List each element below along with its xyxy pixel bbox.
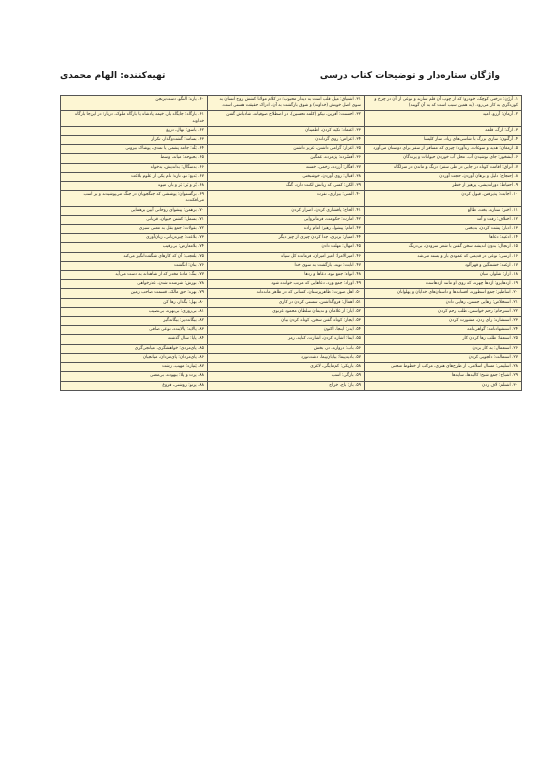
table-row <box>61 363 522 372</box>
table-cell <box>365 298 522 307</box>
glossary-entry: ۲۳. استشاره: رای زدن، مشورت کردن <box>449 318 518 324</box>
glossary-entry: ۲۰. اساطیر: جمع اسطوره، افسانه‌ها و داستان‌های خدایان و پهلوانان <box>396 290 518 296</box>
table-cell <box>208 271 365 280</box>
glossary-entry: ۵۶. باب: دروازه، در، بخش <box>313 345 361 351</box>
table-row <box>61 372 522 381</box>
table-cell <box>365 344 522 353</box>
glossary-entry: ۵۰. اهل صورت: ظاهرپرستان، کسانی که در ظاهر مانده‌اند <box>256 290 361 296</box>
glossary-entry: ۶۵. بحبوحه: میانه، وسط <box>160 155 204 161</box>
table-cell <box>208 182 365 191</box>
table-cell <box>208 154 365 163</box>
glossary-entry: ۶۴. بَلَه: جامه پشمی یا نمدی، پوشاک بیرونی <box>125 146 204 152</box>
glossary-entry: ۴۶. امیرالامرا: امیر امیران، فرمانده کل سپاه <box>281 253 361 259</box>
table-row <box>61 163 522 172</box>
page-header <box>60 68 500 84</box>
table-row <box>61 225 522 234</box>
table-row <box>61 215 522 224</box>
glossary-entry: ۶۲. باسق: نهال، دریغ <box>166 127 204 133</box>
glossary-entry: ۱۶. ارسی: نوعی در قدیمی که عمودی باز و بسته می‌شد <box>417 253 518 259</box>
glossary-entry: ۷۰. برهمن: پیشوای روحانی آیین برهمایی <box>130 207 204 213</box>
table-cell <box>61 344 208 353</box>
table-cell <box>365 163 522 172</box>
table-cell <box>365 191 522 206</box>
table-row <box>61 243 522 252</box>
table-row <box>61 182 522 191</box>
table-cell <box>365 243 522 252</box>
glossary-entry: ۸۶. پای‌مردان: پای‌مردان، میانجیان <box>142 354 204 360</box>
glossary-table-body <box>61 96 522 391</box>
table-cell <box>208 163 365 172</box>
table-row <box>61 172 522 181</box>
glossary-entry: ۷۴. بلامعارض: بی‌رقیب <box>162 244 204 250</box>
table-cell <box>208 191 365 206</box>
table-row <box>61 136 522 145</box>
glossary-entry: ۱۹. ازدهایرو: اژدها چهره، که روی او مانند اژدهاست <box>425 281 518 287</box>
table-cell <box>61 372 208 381</box>
table-cell <box>208 261 365 270</box>
glossary-entry: ۳. ارگ: ارگ، قلعه <box>485 127 518 133</box>
table-cell <box>365 317 522 326</box>
glossary-entry: ۵۹. بارگی: اسب <box>331 373 361 379</box>
table-cell <box>208 234 365 243</box>
table-cell <box>61 111 208 126</box>
glossary-entry: ۷. اُتراق: اقامت کوتاه در جایی در طی سفر؛ درنگ و ماندن در منزلگاه <box>393 164 518 170</box>
glossary-entry: ۱۰. اجابت: پذیرفتن، قبول کردن <box>461 192 518 198</box>
glossary-entry: ۸. اِحتجاج: دلیل و برهان آوردن، حجت آوردن <box>439 173 518 179</box>
table-cell <box>208 252 365 261</box>
glossary-entry: ۶۶. بدسگال: بداندیش، بدخواه <box>150 164 204 170</box>
glossary-entry: ۳۱. اشتیاق: میل قلب است به دیدار محبوب؛ در کلام مولانا کشش روح انسان به سوی اصل خویش (خداوند) و شوق بازگشت به آن، ادراک حقیقت هستی است. <box>219 97 361 109</box>
table-cell <box>61 126 208 135</box>
glossary-entry: ۳۰. اشتلم: لاف زدن <box>482 382 518 388</box>
glossary-entry: ۸۱. بی‌روزی: بی‌بهره، بی‌نصیب <box>148 308 204 314</box>
table-cell <box>61 326 208 335</box>
table-cell <box>61 252 208 261</box>
glossary-entry: ۳۹. الکن: کسی که زبانش لکنت دارد، گنگ <box>285 183 361 189</box>
glossary-entry: ۷۲. بقولات: جمع بقل به معنی سبزی <box>138 226 204 232</box>
table-cell <box>61 261 208 270</box>
glossary-entry: ۴۵. امهال: مهلت دادن <box>321 244 361 250</box>
table-cell <box>61 154 208 163</box>
table-cell <box>208 145 365 154</box>
table-cell <box>61 271 208 280</box>
table-cell <box>365 381 522 390</box>
table-row <box>61 126 522 135</box>
table-cell <box>61 234 208 243</box>
glossary-entry: ۵۳. ایجاز: کوتاه گفتن سخن، کوتاه کردن بیان <box>281 318 361 324</box>
table-cell <box>208 289 365 298</box>
table-row <box>61 96 522 111</box>
table-cell <box>61 96 208 111</box>
table-cell <box>208 298 365 307</box>
table-cell <box>365 353 522 362</box>
table-cell <box>61 381 208 390</box>
table-cell <box>208 344 365 353</box>
table-cell <box>61 163 208 172</box>
table-cell <box>365 271 522 280</box>
glossary-entry: ۱۲. اختلاف: رفت و آمد <box>476 216 518 222</box>
table-cell <box>365 307 522 316</box>
table-cell <box>365 289 522 298</box>
table-cell <box>208 372 365 381</box>
glossary-entry: ۴. اَرگَنون: سازی بزرگ با شاسی‌های زیاد، ساز کلیسا <box>423 137 518 143</box>
table-cell <box>61 225 208 234</box>
glossary-entry: ۵. ارمغان: هدیه و سوغات، ره‌آورد؛ چیزی که مسافر از سفر برای دوستان می‌آورد <box>373 146 518 152</box>
glossary-entry: ۵۷. بادیه‌پیما: بیابان‌پیما، دشت‌نورد <box>300 354 361 360</box>
glossary-entry: ۸۸. پرت و پلا: بیهوده، بی‌معنی <box>150 373 204 379</box>
table-cell <box>365 252 522 261</box>
glossary-entry: ۴۹. اوراد: جمع ورد، دعاهایی که مرتب خوانده شود <box>271 281 361 287</box>
glossary-entry: ۳۶. اُفسُرده: پژمرده، غمگین <box>310 155 361 161</box>
glossary-entry: ۸۳. پالایه: پالاینده، نوعی صافی <box>149 327 204 333</box>
glossary-entry: ۶۰. یاره: النگو، دست‌برنجن <box>155 97 204 102</box>
table-cell <box>365 111 522 126</box>
table-cell <box>208 363 365 372</box>
table-cell <box>208 280 365 289</box>
table-cell <box>365 215 522 224</box>
glossary-entry: ۵۹. باژ: باج، خراج <box>329 382 361 388</box>
table-cell <box>61 243 208 252</box>
table-cell <box>208 111 365 126</box>
table-row <box>61 344 522 353</box>
table-cell <box>61 317 208 326</box>
glossary-entry: ۲۷. استمالت: دلجویی کردن <box>468 354 518 360</box>
glossary-entry: ۵۱. اهمال: فروگذاشتن، سستی کردن در کاری <box>278 299 361 305</box>
table-cell <box>365 154 522 163</box>
table-cell <box>208 243 365 252</box>
table-cell <box>365 182 522 191</box>
table-row <box>61 298 522 307</box>
glossary-entry: ۲۱. استخلاص: رهایی جستن، رهایی دادن <box>445 299 518 305</box>
glossary-entry: ۳۷. افگار: آزرده، زخمی، خسته <box>305 164 361 170</box>
glossary-entry: ۱۸. ازار: شلوار، تنبان <box>479 272 518 278</box>
glossary-entry: ۱. اَرژَن: درختی کوچک، خودرو؛ که از چوب آن قلم سازند و نوعی از آن در چرخ و کوزه‌گری به کار می‌رود. (به همین سبب است که به آن گویند) <box>374 97 518 109</box>
glossary-entry: ۵۸. باریکی: کم‌مایگی، لاغری <box>310 364 361 370</box>
table-row <box>61 145 522 154</box>
table-cell <box>365 335 522 344</box>
glossary-entry: ۲۸. اسلیمی: مسال اسلامی، از طرح‌های هنری، مرکب از خطوط منحنی <box>390 364 518 370</box>
table-cell <box>365 234 522 243</box>
table-cell <box>365 280 522 289</box>
glossary-entry: ۵۴. ایدر: اینجا، اکنون <box>323 327 361 333</box>
glossary-entry: ۶۸. بُر و بَر: بَر و بار، میوه <box>158 183 204 189</box>
table-row <box>61 289 522 298</box>
glossary-entry: ۱۷. ارغند: خشمگین و قهرآلود <box>464 262 518 268</box>
table-cell <box>61 136 208 145</box>
table-row <box>61 326 522 335</box>
glossary-entry: ۶۱. بارگاه: جایگاه بار، خیمه پادشاه یا بارگاه ملوک، دربار؛ در این‌جا بارگاه خداوند <box>75 112 204 124</box>
table-row <box>61 353 522 362</box>
table-cell <box>61 145 208 154</box>
table-row <box>61 317 522 326</box>
table-cell <box>61 172 208 181</box>
table-cell <box>365 372 522 381</box>
glossary-entry: ۲. اَزمان: آرزو، امید <box>482 112 518 118</box>
table-cell <box>208 96 365 111</box>
glossary-entry: ۲۴. استشهادنامه: گواهی‌نامه <box>467 327 518 333</box>
document-author: تهیه‌کننده: الهام محمدی <box>60 71 166 81</box>
glossary-entry: ۸۴. پایا: سال گذشته <box>167 336 204 342</box>
glossary-entry: ۷۱. بسمل: کشتن حیوان، قربانی <box>146 216 204 222</box>
table-cell <box>61 335 208 344</box>
table-cell <box>365 96 522 111</box>
glossary-entry: ۳۴. اعراض: روی گرداندن <box>315 137 361 143</box>
glossary-entry: ۳۳. اعتماد: تکیه کردن، اطمینان <box>305 127 361 133</box>
glossary-entry: ۷۳. بلاعت: چیره‌زبانی، زبان‌آوری <box>146 235 204 241</box>
table-cell <box>61 298 208 307</box>
glossary-entry: ۶. آبشخور: جای نوشیدن آب، محل آب خوردن حیوانات و پرندگان <box>403 155 518 161</box>
table-row <box>61 191 522 206</box>
glossary-entry: ۶۷. بَدیع: نو، تازه؛ نام یکی از علوم بلاغت <box>131 173 204 179</box>
table-cell <box>208 353 365 362</box>
glossary-entry: ۵۵. ایما: اشاره کردن، اشارت، کنایه، رمز <box>287 336 361 342</box>
table-cell <box>208 326 365 335</box>
glossary-entry: ۷۸. بوزش: شرمنده شدن، عذرخواهی <box>137 281 204 287</box>
table-cell <box>61 289 208 298</box>
table-cell <box>208 335 365 344</box>
table-cell <box>61 363 208 372</box>
table-cell <box>365 326 522 335</box>
glossary-entry: ۱۴. ادعیه: دعاها <box>489 235 518 241</box>
glossary-entry: ۳۵. اعزاز: گرامی داشتن، عزیز داشتن <box>293 146 361 152</box>
table-cell <box>365 172 522 181</box>
glossary-entry: ۴۸. انواء: جمع نوء، دعاها و ردها <box>304 272 361 278</box>
table-row <box>61 280 522 289</box>
table-cell <box>61 353 208 362</box>
glossary-entry: ۴۳. امام: پیشوا، رهبر؛ امام زاده <box>303 226 361 232</box>
table-cell <box>61 182 208 191</box>
glossary-entry: ۴۴. امتیاز: برتری، جدا کردن چیزی از چیز دیگر <box>278 235 361 241</box>
table-cell <box>365 136 522 145</box>
glossary-entry: ۱۳. ادبار: پشت کردن، بدبختی <box>464 226 518 232</box>
glossary-entry: ۷۷. بنگ: مادهٔ مخدر که از شاهدانه به دست می‌آید <box>115 272 204 278</box>
table-row <box>61 261 522 270</box>
table-cell <box>365 261 522 270</box>
table-cell <box>61 280 208 289</box>
glossary-entry: ۱۵. ارتجال: بدون اندیشه سخن گفتن با شعر سرودن، بی‌درنگ <box>408 244 518 250</box>
table-cell <box>208 215 365 224</box>
glossary-entry: ۸۷. پَتیاره: مهیب، زشت <box>161 364 204 370</box>
table-row <box>61 154 522 163</box>
table-row <box>61 234 522 243</box>
glossary-entry: ۸۸. پرتو: روشنی، فروغ <box>162 382 204 388</box>
table-cell <box>208 126 365 135</box>
glossary-entry: ۳۲. احسنت: آفرین، نیکو (کلمه تحسین)، در اصطلاح صوفیانه، شادباش گفتن <box>226 112 361 118</box>
glossary-entry: ۵۲. ایاز: از غلامان و ندیمان سلطان محمود غزنوی <box>272 308 361 314</box>
table-cell <box>208 136 365 145</box>
table-row <box>61 252 522 261</box>
table-row <box>61 271 522 280</box>
table-row <box>61 381 522 390</box>
table-cell <box>61 215 208 224</box>
table-cell <box>208 206 365 215</box>
table-cell <box>365 145 522 154</box>
table-cell <box>208 225 365 234</box>
glossary-table <box>60 95 522 391</box>
glossary-entry: ۸۵. پای‌مردی: خواهشگری، میانجی‌گری <box>134 345 204 351</box>
glossary-entry: ۴۷. انابت: توبه، بازگشت به سوی خدا <box>294 262 361 268</box>
glossary-entry: ۳۸. اقبال: روی آوردن، خوشبختی <box>302 173 361 179</box>
table-cell <box>208 172 365 181</box>
glossary-entry: ۶۳. بسامد: گشت‌وگذار، تکرار <box>151 137 204 143</box>
table-cell <box>365 363 522 372</box>
table-cell <box>365 206 522 215</box>
glossary-entry: ۴۰. المنی: بیزاری، نفرت <box>316 192 361 198</box>
table-cell <box>365 225 522 234</box>
glossary-entry: ۲۵. استعفا: طلب رها کردن کار <box>462 336 518 342</box>
table-cell <box>61 206 208 215</box>
glossary-entry: ۲۲. استرحام: رحم خواستن، طلب رحم کردن <box>437 308 518 314</box>
glossary-entry: ۴۱. الحاح: پافشاری کردن، اصرار کردن <box>291 207 361 213</box>
table-cell <box>61 191 208 206</box>
table-cell <box>365 126 522 135</box>
glossary-entry: ۹. احتیاط: دوراندیشی، پرهیز از خطر <box>452 183 518 189</box>
glossary-entry: ۲۶. استعمال: به کار بردن <box>472 345 518 351</box>
glossary-entry: ۷۹. بهره: حق مالک، قسمت صاحب زمین <box>130 290 204 296</box>
glossary-entry: ۱۱. اختر: ستاره، بخت، طالع <box>467 207 518 213</box>
table-row <box>61 307 522 316</box>
table-row <box>61 111 522 126</box>
glossary-entry: ۷۶. بنان: انگشت <box>174 262 204 268</box>
glossary-entry: ۶۹. برگستوان: پوششی که جنگجویان در جنگ می‌پوشیدند و بر اسب می‌افکندند <box>83 192 204 204</box>
table-row <box>61 335 522 344</box>
table-cell <box>208 317 365 326</box>
glossary-entry: ۸۲. بیگانه‌دیر: بیگانه‌گیر <box>163 318 204 324</box>
glossary-entry: ۷۵. بلعجب: آن که کارهای شگفت‌انگیز می‌کند <box>123 253 204 259</box>
table-row <box>61 206 522 215</box>
glossary-entry: ۲۹. اشباح: جمع شبح؛ کالبدها، سایه‌ها <box>451 373 518 379</box>
glossary-entry: ۸۰. بهل: بگذار، رها کن <box>163 299 204 305</box>
table-cell <box>61 307 208 316</box>
table-cell <box>208 307 365 316</box>
glossary-entry: ۴۲. امارت: حکومت، فرمانروایی <box>303 216 361 222</box>
document-title: واژگان ستاره‌دار و توضیحات کتاب درسی <box>319 71 500 81</box>
table-cell <box>208 381 365 390</box>
